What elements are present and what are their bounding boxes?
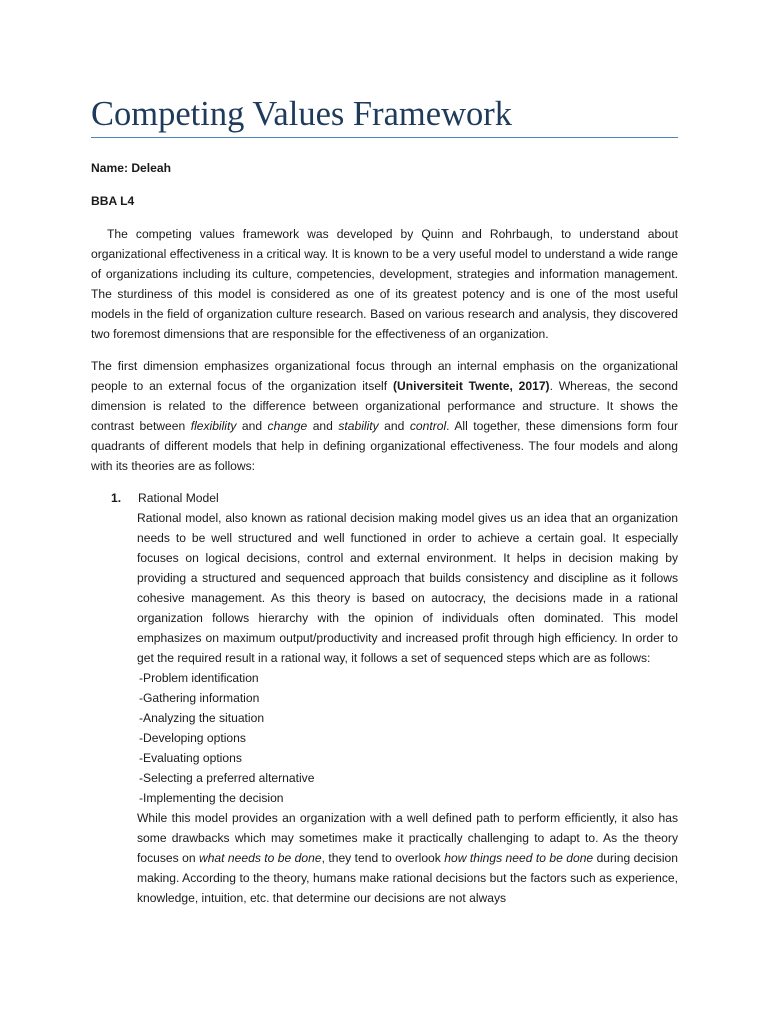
list-item: -Developing options xyxy=(139,731,246,745)
course-line: BBA L4 xyxy=(91,194,135,208)
title-underline-rule xyxy=(91,137,678,138)
document-title: Competing Values Framework xyxy=(91,95,512,133)
author-name-line: Name: Deleah xyxy=(91,161,171,175)
rational-model-drawbacks xyxy=(137,808,678,908)
list-item: -Implementing the decision xyxy=(139,791,284,805)
term-stability: stability xyxy=(338,419,379,433)
list-item: -Gathering information xyxy=(139,691,260,705)
conjunction: and xyxy=(378,419,410,433)
rational-model-body xyxy=(137,508,678,908)
intro-paragraph-2-text-c: . All together, these dimensions form four quadrants of different models that help in defining organizational effectiveness. The four models and along with its theories are as follows: xyxy=(91,419,678,473)
conjunction: and xyxy=(307,419,339,433)
drawbacks-text-a: While this model provides an organization with a well defined path to perform efficiently, it also has some drawbacks which may sometimes make it practically challenging to adapt to. As the theory focuses on xyxy=(137,811,678,865)
list-item: -Selecting a preferred alternative xyxy=(139,771,315,785)
rational-model-description: Rational model, also known as rational decision making model gives us an idea that an organization needs to be well structured and well functioned in order to achieve a certain goal. It especially focuses on logical decisions, control and external environment. It helps in decision making by providing a structured and sequenced approach that builds consistency and discipline as it follows cohesive management. As this theory is based on autocracy, the decisions made in a rational organization follows hierarchy with the opinion of individuals often dominated. This model emphasizes on maximum output/productivity and increased profit through high efficiency. In order to get the required result in a rational way, it follows a set of sequenced steps which are as follows: xyxy=(137,511,678,665)
term-flexibility: flexibility xyxy=(190,419,237,433)
term-control: control xyxy=(409,419,447,433)
list-number: 1. xyxy=(111,491,122,505)
term-change: change xyxy=(267,419,308,433)
intro-paragraph-2 xyxy=(91,356,678,476)
list-item: -Problem identification xyxy=(139,671,259,685)
rational-model-heading-text: Rational Model xyxy=(138,491,219,505)
decision-steps-list xyxy=(137,668,678,808)
intro-paragraph-2-text-b: . Whereas, the second dimension is related to the difference between organizational performance and structure. It shows the contrast between xyxy=(91,379,679,433)
drawbacks-text-c: during decision making. According to the theory, humans make rational decisions but the factors such as experience, knowledge, intuition, etc. that determine our decisions are not always xyxy=(137,851,678,905)
intro-paragraph-1 xyxy=(91,224,682,344)
intro-paragraph-2-text-a: The first dimension emphasizes organizational focus through an internal emphasis on the organizational people to an external focus of the organization itself xyxy=(91,359,678,393)
emphasis-how: how things need to be done xyxy=(444,851,594,865)
drawbacks-text-b: , they tend to overlook xyxy=(321,851,445,865)
list-item: -Analyzing the situation xyxy=(139,711,265,725)
conjunction: and xyxy=(236,419,268,433)
rational-model-heading xyxy=(111,488,219,508)
list-item: -Evaluating options xyxy=(139,751,242,765)
emphasis-what: what needs to be done xyxy=(198,851,322,865)
intro-paragraph-1-text: The competing values framework was developed by Quinn and Rohrbaugh, to understand about organizational effectiveness in a critical way. It is known to be a very useful model to understand a wide range of organizations including its culture, competencies, development, strategies and information management. The sturdiness of this model is considered as one of its greatest potency and is one of the most useful models in the field of organization culture research. Based on various research and analysis, they discovered two foremost dimensions that are responsible for the effectiveness of an organization. xyxy=(91,227,682,341)
citation: (Universiteit Twente, 2017) xyxy=(392,379,550,393)
